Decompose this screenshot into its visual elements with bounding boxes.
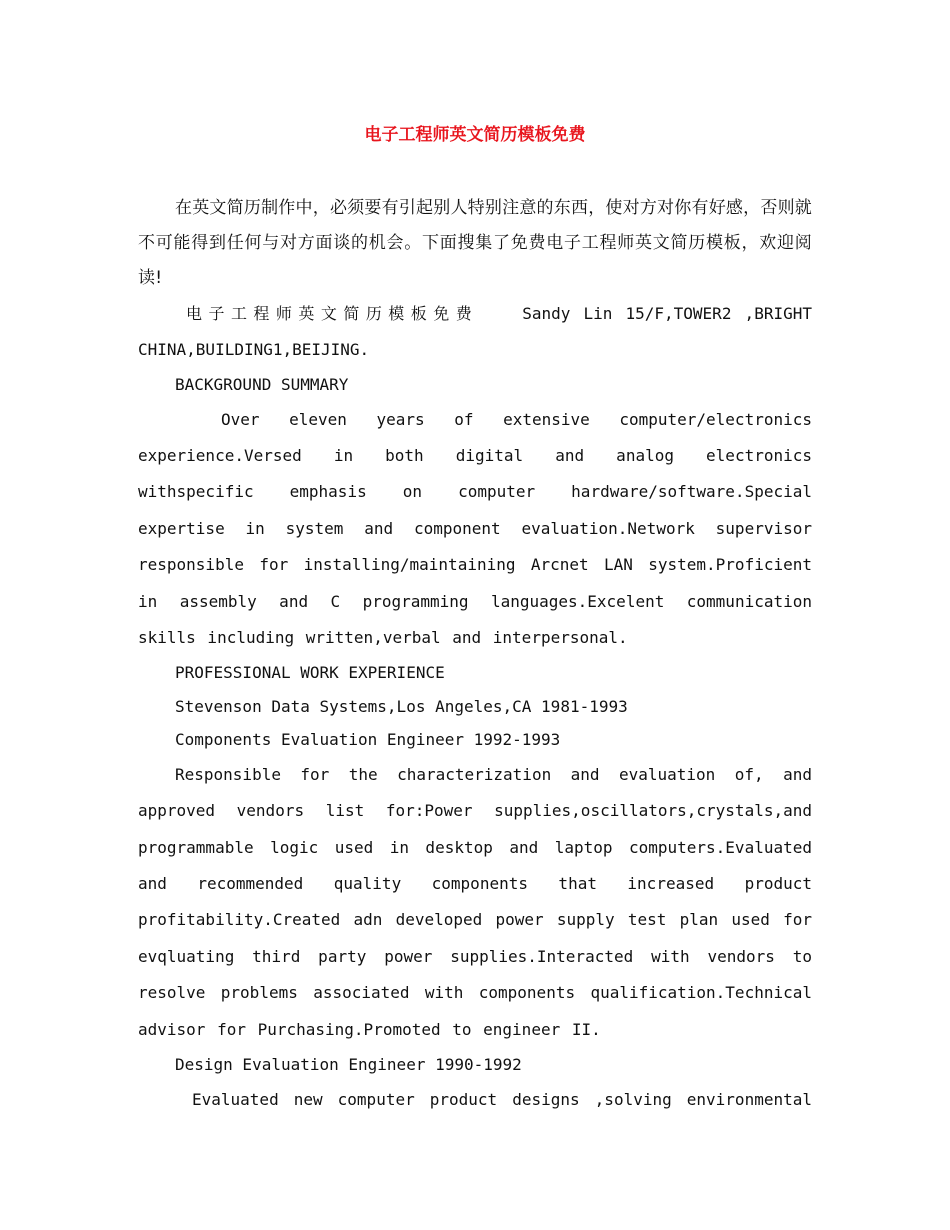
role-title: Components Evaluation Engineer 1992-1993	[175, 730, 561, 750]
role-description: Responsible for the characterization and evaluation of, and approved vendors list for:Power supplies,oscillators,crystals,and programmable logic used in desktop and laptop computers.Evaluated and recommended quality components that increased product profitability.Created adn developed power supply test plan used for evqluating third party power supplies.Interacted with vendors to resolve problems associated with components qualification.Technical advisor for Purchasing.Promoted to engineer II.	[138, 764, 812, 1039]
resume-header-title: 电子工程师英文简历模板免费	[186, 304, 479, 323]
document-title: 电子工程师英文简历模板免费	[364, 125, 586, 145]
background-heading: BACKGROUND SUMMARY	[175, 375, 349, 394]
role-title: Design Evaluation Engineer 1990-1992	[175, 1055, 522, 1075]
background-summary: Over eleven years of extensive computer/electronics experience.Versed in both digital and analog electronics withspecific emphasis on computer hardware/software.Special expertise in system and component evaluation.Network supervisor responsible for installing/maintaining Arcnet LAN system.Proficient in assembly and C programming languages.Excelent communication skills including written,verbal and interpersonal.	[138, 409, 812, 647]
role-description: Evaluated new computer product designs ,solving environmental	[192, 1089, 812, 1109]
resume-header	[138, 296, 812, 368]
experience-heading: PROFESSIONAL WORK EXPERIENCE	[175, 663, 445, 683]
resume-header-contact: Sandy Lin 15/F,TOWER2 ,BRIGHT CHINA,BUILDING1,BEIJING.	[138, 304, 812, 359]
document-body	[138, 191, 812, 1118]
company-line: Stevenson Data Systems,Los Angeles,CA 1981-1993	[175, 696, 628, 716]
intro-paragraph: 在英文简历制作中，必须要有引起别人特别注意的东西，使对方对你有好感，否则就不可能得到任何与对方面谈的机会。下面搜集了免费电子工程师英文简历模板，欢迎阅读!	[138, 198, 812, 288]
